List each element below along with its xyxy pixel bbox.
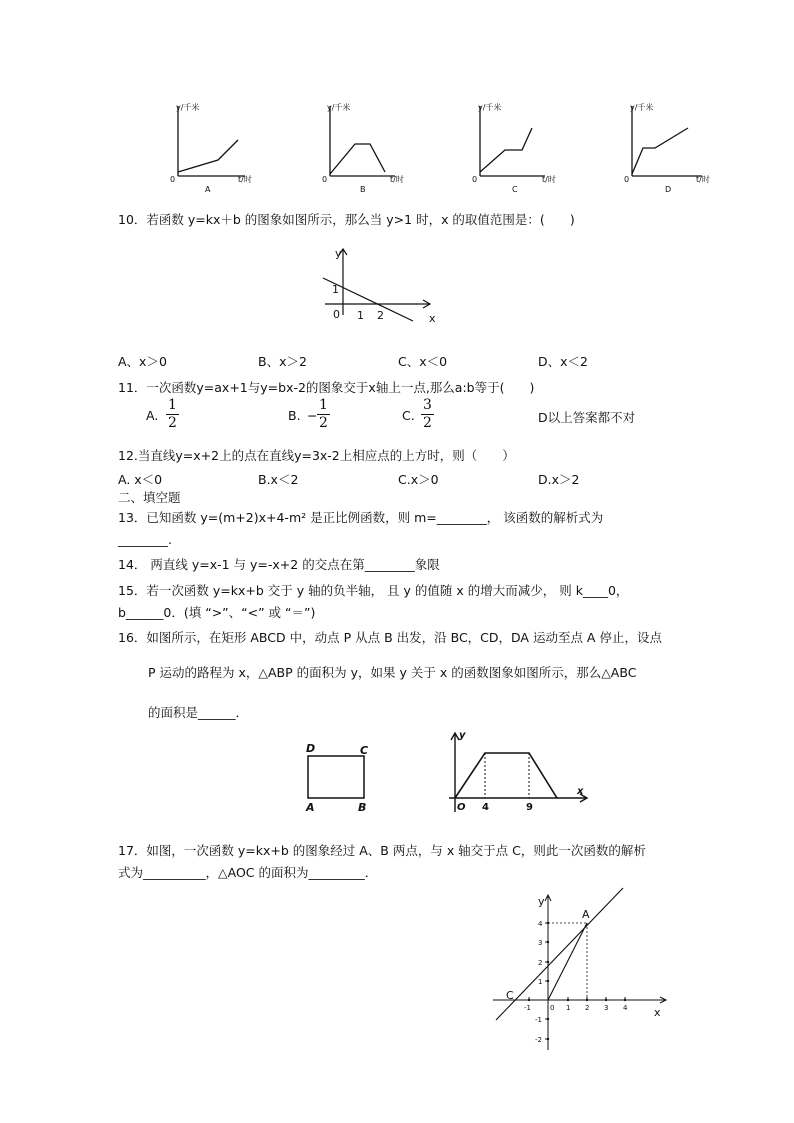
q10-stem: 10．若函数 y=kx＋b 的图象如图所示，那么当 y>1 时，x 的取值范围是：( ) bbox=[118, 212, 575, 227]
q15-line2: b______0．(填 “>”、“<” 或 “＝”) bbox=[118, 605, 316, 620]
q10-x-axis-label: x bbox=[429, 312, 436, 325]
q16-line1: 16．如图所示，在矩形 ABCD 中，动点 P 从点 B 出发，沿 BC，CD，DA 运动至点 A 停止，设点 bbox=[118, 630, 662, 645]
graph-b-label: B bbox=[360, 185, 366, 194]
q10-origin: 0 bbox=[333, 308, 340, 321]
q10-y-axis-label: y bbox=[335, 247, 342, 260]
q17-x-axis-label: x bbox=[654, 1006, 661, 1019]
graph-c-xlabel: t/时 bbox=[542, 175, 556, 184]
q16-graph-x-axis: x bbox=[577, 786, 584, 797]
q10-x-tick-2: 2 bbox=[377, 309, 384, 322]
q17-x-tick-neg1: -1 bbox=[524, 1004, 531, 1012]
section-2-heading: 二、填空题 bbox=[118, 490, 181, 505]
q17-line2: 式为__________，△AOC 的面积为_________． bbox=[118, 865, 378, 880]
q11-option-c-den: 2 bbox=[423, 415, 432, 431]
q16-graph-origin: O bbox=[457, 802, 466, 813]
q17-y-tick-neg2: -2 bbox=[535, 1036, 542, 1044]
q11-option-c-fraction bbox=[421, 398, 434, 431]
q11-option-a-fraction bbox=[166, 398, 179, 431]
q11-option-d: D以上答案都不对 bbox=[538, 410, 636, 425]
top-graphs bbox=[150, 98, 730, 198]
q17-point-a-label: A bbox=[582, 908, 590, 921]
q11-option-b-sign: − bbox=[307, 408, 318, 423]
graph-d-xlabel: t/时 bbox=[696, 175, 710, 184]
q11-option-c-num: 3 bbox=[423, 397, 432, 413]
q10-x-tick-1: 1 bbox=[357, 309, 364, 322]
graph-d-origin: 0 bbox=[624, 175, 630, 184]
graph-a-label: A bbox=[205, 185, 211, 194]
q10-graph bbox=[315, 245, 445, 330]
q16-graph-x-tick-4: 4 bbox=[482, 802, 489, 813]
q17-line1: 17．如图，一次函数 y=kx+b 的图象经过 A、B 两点，与 x 轴交于点 C，则此一次函数的解析 bbox=[118, 843, 646, 858]
graph-b-ylabel: y/千米 bbox=[327, 103, 351, 112]
q16-line3: 的面积是______． bbox=[148, 705, 249, 720]
q10-y-tick-1: 1 bbox=[332, 283, 339, 296]
graph-c-origin: 0 bbox=[472, 175, 478, 184]
graph-b-origin: 0 bbox=[322, 175, 328, 184]
q11-option-b-den: 2 bbox=[319, 415, 328, 431]
q17-y-tick-neg1: -1 bbox=[535, 1016, 542, 1024]
graph-a-xlabel: t/时 bbox=[238, 175, 252, 184]
q17-y-tick-2: 2 bbox=[538, 959, 543, 967]
q12-option-d: D.x＞2 bbox=[538, 472, 580, 487]
q17-y-tick-3: 3 bbox=[538, 939, 543, 947]
q10-option-b: B、x＞2 bbox=[258, 354, 307, 369]
q12-option-c: C.x＞0 bbox=[398, 472, 439, 487]
q14: 14． 两直线 y=x-1 与 y=-x+2 的交点在第________象限 bbox=[118, 557, 440, 572]
q16-rect-label-c: C bbox=[360, 744, 369, 757]
q16-rectangle-figure bbox=[300, 740, 380, 815]
graph-a-ylabel: y/千米 bbox=[176, 103, 200, 112]
q10-option-c: C、x＜0 bbox=[398, 354, 448, 369]
q11-option-a-num: 1 bbox=[168, 397, 177, 413]
q10-option-a: A、x＞0 bbox=[118, 354, 167, 369]
q16-rect-label-b: B bbox=[358, 801, 367, 814]
q11-stem: 11．一次函数y=ax+1与y=bx-2的图象交于x轴上一点,那么a:b等于( ) bbox=[118, 380, 535, 395]
q17-y-axis-label: y bbox=[538, 895, 545, 908]
q16-rect-label-d: D bbox=[306, 742, 316, 755]
q17-x-tick-1: 1 bbox=[566, 1004, 571, 1012]
q17-y-tick-4: 4 bbox=[538, 920, 543, 928]
q11-option-b-label: B. bbox=[288, 408, 301, 423]
q11-option-c-label: C. bbox=[402, 408, 415, 423]
q17-origin: 0 bbox=[550, 1004, 555, 1012]
q11-option-a-den: 2 bbox=[168, 415, 177, 431]
q11-option-b-fraction bbox=[317, 398, 330, 431]
graph-c-label: C bbox=[512, 185, 518, 194]
graph-d-ylabel: y/千米 bbox=[630, 103, 654, 112]
graph-d-label: D bbox=[665, 185, 672, 194]
q17-point-c-label: C bbox=[506, 989, 514, 1002]
q12-option-b: B.x＜2 bbox=[258, 472, 299, 487]
q12-option-a: A. x＜0 bbox=[118, 472, 163, 487]
q16-line2: P 运动的路程为 x，△ABP 的面积为 y，如果 y 关于 x 的函数图象如图所示，那么△ABC bbox=[148, 665, 637, 680]
q11-option-a-label: A. bbox=[146, 408, 159, 423]
q17-x-tick-4: 4 bbox=[623, 1004, 628, 1012]
q17-y-tick-1: 1 bbox=[538, 978, 543, 986]
q13-line2: ________. bbox=[118, 532, 172, 547]
q16-rect-label-a: A bbox=[306, 801, 315, 814]
q16-function-graph bbox=[445, 728, 595, 820]
graph-b-xlabel: t/时 bbox=[390, 175, 404, 184]
q10-option-d: D、x＜2 bbox=[538, 354, 588, 369]
q15-line1: 15．若一次函数 y=kx+b 交于 y 轴的负半轴， 且 y 的值随 x 的增大而减少， 则 k____0， bbox=[118, 583, 629, 598]
q12-stem: 12.当直线y=x+2上的点在直线y=3x-2上相应点的上方时，则（ ） bbox=[118, 448, 515, 463]
graph-a-origin: 0 bbox=[170, 175, 176, 184]
q17-x-tick-3: 3 bbox=[604, 1004, 609, 1012]
q16-graph-y-axis: y bbox=[459, 730, 466, 741]
graph-c-ylabel: y/千米 bbox=[478, 103, 502, 112]
q11-option-b-num: 1 bbox=[319, 397, 328, 413]
q17-x-tick-2: 2 bbox=[585, 1004, 590, 1012]
q17-coordinate-graph bbox=[488, 885, 678, 1055]
q13-line1: 13．已知函数 y=(m+2)x+4-m² 是正比例函数，则 m=________， 该函数的解析式为 bbox=[118, 510, 604, 525]
q16-graph-x-tick-9: 9 bbox=[526, 802, 533, 813]
